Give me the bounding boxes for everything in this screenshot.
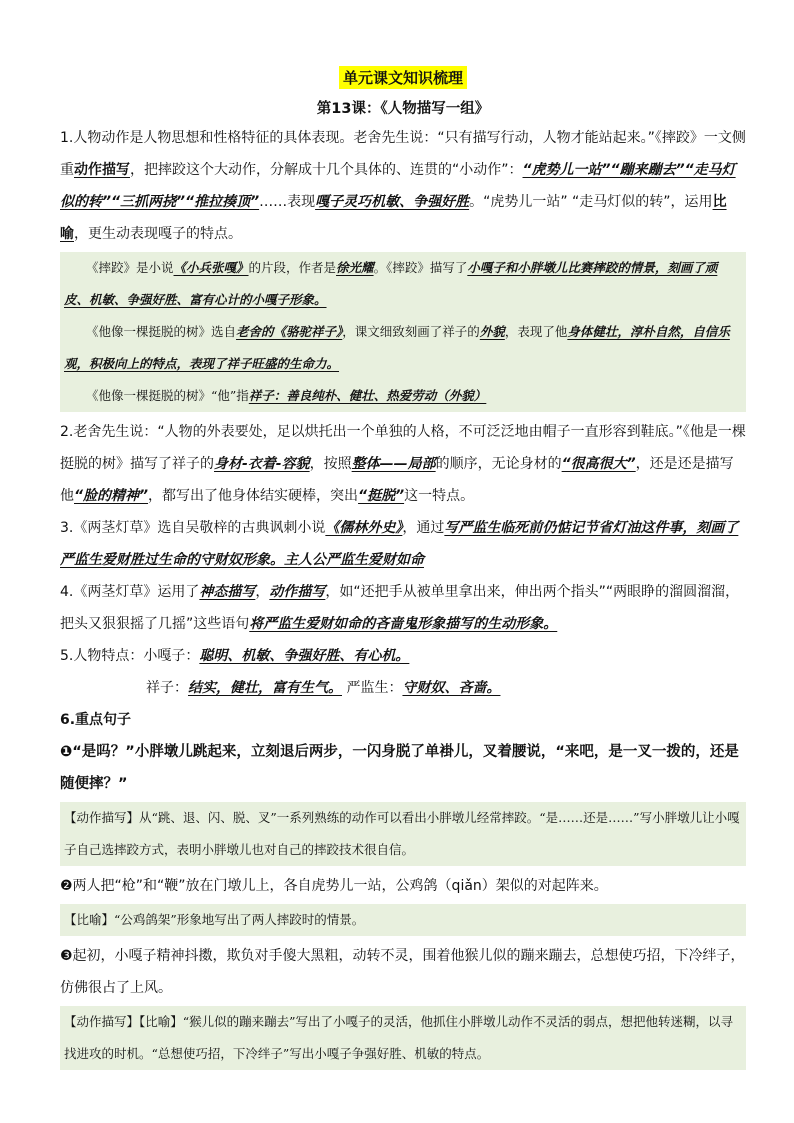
p3-text-a: 3.《两茎灯草》选自吴敬梓的古典讽刺小说 [60,520,326,536]
title-wrap [60,66,746,89]
note-box-2 [60,802,746,866]
p4-text-b: 神态描写 [199,584,256,600]
p5-text-e: 严监生： [342,680,403,696]
note-box-1 [60,252,746,412]
page-title: 单元课文知识梳理 [339,66,467,89]
note1-l1a: 《摔跤》是小说 [86,260,174,275]
key-sentence-2: ❷两人把“枪”和“鞭”放在门墩儿上，各自虎势儿一站，公鸡鸽（qiǎn）架似的对起阵来。 [60,878,608,894]
note1-l1e: 。《摔跤》描写了 [373,260,468,275]
p4-text-c: ， [255,584,270,600]
key-sentence-1: ❶“是吗？”小胖墩儿跳起来，立刻退后两步，一闪身脱了单褂儿，叉着腰说，“来吧，是一叉一拨的，还是随便摔？” [60,744,739,792]
note1-l3b: 祥子：善良纯朴、健壮、热爱劳动（外貌） [248,388,487,403]
note1-l2c: ，课文细致刻画了祥子的 [342,324,480,339]
note-box-3 [60,904,746,936]
key-sentence-3: ❸起初，小嘎子精神抖擞，欺负对手傻大黑粗，动转不灵，围着他猴儿似的蹦来蹦去，总想使巧招，下冷绊子，仿佛很占了上风。 [60,948,745,996]
p3-text-c: ，通过 [402,520,445,536]
note2-text: 【动作描写】从“跳、退、闪、脱、叉”一系列熟练的动作可以看出小胖墩儿经常摔跤。“是……还是……”写小胖墩儿让小嘎子自己选摔跤方式，表明小胖墩儿也对自己的摔跤技术很自信。 [64,810,740,857]
paragraph-1 [60,122,746,250]
p1-text-h: 比喻 [60,194,727,242]
p5-text-f: 守财奴、吝啬。 [402,680,501,696]
p1-text-i: ，更生动表现嘎子的特点。 [74,226,242,242]
p3-text-b: 《儒林外史》 [325,520,403,536]
p4-text-f: 将严监生爱财如命的吝啬鬼形象描写的生动形象。 [249,616,558,632]
paragraph-3 [60,512,746,576]
note1-l1f: 小嘎子和小胖墩儿比赛摔跤的情景，刻画了顽皮、机敏、争强好胜、富有心计的小嘎子形象。 [64,260,718,307]
p2-text-e: 的顺序，无论身材的 [435,456,562,472]
p1-text-a: 1.人物动作是人物思想和性格特征的具体表现。老舍先生说：“只有描写行动，人物才能站起来。”《摔跤》一文侧重 [60,130,746,178]
p4-text-a: 4.《两茎灯草》运用了 [60,584,200,600]
note1-l2d: 外貌 [479,324,505,339]
section-6-heading: 6.重点句子 [60,712,132,728]
p2-text-j: “挺脱” [358,488,405,504]
note3-text: 【比喻】“公鸡鸽架”形象地写出了两人摔跤时的情景。 [64,912,365,927]
p2-text-k: 这一特点。 [404,488,475,504]
p1-text-d: “虎势儿一站”“蹦来蹦去”“走马灯似的转”“三抓两挠”“推拉揍顶” [60,162,736,210]
p5-text-c: 祥子： [146,680,188,696]
p5-text-d: 结实，健壮，富有生气。 [188,680,342,696]
note-box-4 [60,1006,746,1070]
note1-l1c: 的片段，作者是 [248,260,337,275]
note1-line-1 [64,252,742,316]
note1-l3a: 《他像一棵挺脱的树》“他”指 [86,388,249,403]
p1-text-g: 。“虎势儿一站” “走马灯似的转”，运用 [469,194,713,210]
paragraph-2 [60,416,746,512]
note1-l2b: 老舍的《骆驼祥子》 [236,324,343,339]
p2-text-i: ，都写出了他身体结实硬棒，突出 [148,488,359,504]
note1-l1d: 徐光耀 [336,260,374,275]
p5-text-b: 聪明、机敏、争强好胜、有心机。 [199,648,410,664]
paragraph-5 [60,640,746,672]
p1-text-b: 动作描写 [74,162,130,178]
paragraph-4 [60,576,746,640]
p5-text-a: 5.人物特点：小嘎子： [60,648,200,664]
p3-text-d: 写严监生临死前仍惦记节省灯油这件事，刻画了严监生爱财胜过生命的守财奴形象。主人公严监生爱财如命 [60,520,739,568]
note4-text: 【动作描写】【比喻】“猴儿似的蹦来蹦去”写出了小嘎子的灵活，他抓住小胖墩儿动作不灵活的弱点，想把他转迷糊，以寻找进攻的时机。“总想使巧招，下冷绊子”写出小嘎子争强好胜、机敏的特点。 [64,1014,734,1061]
p2-text-c: ，按照 [309,456,352,472]
p2-text-g: ，还是还是描写他 [60,456,734,504]
note1-l2a: 《他像一棵挺脱的树》选自 [86,324,237,339]
p4-text-d: 动作描写 [269,584,326,600]
content [60,66,746,1074]
p2-text-b: 身材-衣着-容貌 [214,456,310,472]
note1-l1b: 《小兵张嘎》 [173,260,249,275]
paragraph-5-line-2 [60,672,746,704]
p4-text-e: ，如“还把手从被单里拿出来，伸出两个指头”“两眼睁的溜圆溜溜，把头又狠狠摇了几摇”这些语句 [60,584,740,632]
note1-line-3 [64,380,742,412]
lesson-subtitle: 第13课：《人物描写一组》 [316,101,490,117]
note1-l2e: ，表现了他 [504,324,568,339]
p2-text-d: 整体——局部 [351,456,436,472]
p2-text-h: “脸的精神” [74,488,149,504]
p1-text-c: ，把摔跤这个大动作，分解成十几个具体的、连贯的“小动作”： [130,162,523,178]
note1-l2f: 身体健壮，淳朴自然，自信乐观，积极向上的特点，表现了祥子旺盛的生命力。 [64,324,730,371]
p2-text-a: 2.老舍先生说：“人物的外表要处，足以烘托出一个单独的人格，不可泛泛地由帽子一直形容到鞋底。”《他是一棵挺脱的树》描写了祥子的 [60,424,746,472]
p1-text-f: 嘎子灵巧机敏、争强好胜 [315,194,470,210]
p2-text-f: “很高很大” [561,456,636,472]
p1-text-e: ……表现 [259,194,316,210]
note1-line-2 [64,316,742,380]
